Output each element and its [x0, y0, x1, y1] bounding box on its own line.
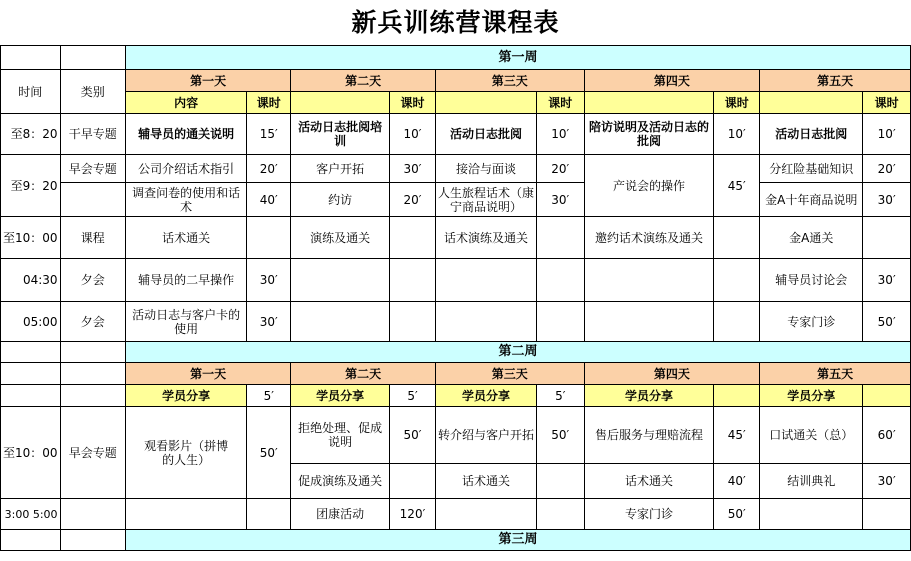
duration-header: 课时: [714, 92, 760, 114]
table-row: 05:00 夕会 活动日志与客户卡的使用 30′ 专家门诊 50′: [1, 302, 911, 342]
w2-day5: 第五天: [760, 363, 911, 385]
w1-day4: 第四天: [584, 70, 760, 92]
duration-header: 课时: [247, 92, 291, 114]
table-row: 至9：20 早会专题 公司介绍话术指引 20′ 客户开拓 30′ 接洽与面谈 20′ 产说会的操作 45′ 分红险基础知识 20′: [1, 155, 911, 183]
duration-header: 课时: [863, 92, 911, 114]
w1-day2: 第二天: [291, 70, 436, 92]
table-row: 04:30 夕会 辅导员的二早操作 30′ 辅导员讨论会 30′: [1, 259, 911, 302]
week1-label: 第一周: [125, 46, 910, 70]
table-row: 3:00 5:00 团康活动 120′ 专家门诊 50′: [1, 499, 911, 530]
w1-day5: 第五天: [760, 70, 911, 92]
duration-header: 课时: [390, 92, 436, 114]
w2-day3: 第三天: [435, 363, 584, 385]
duration-header: 课时: [537, 92, 585, 114]
content-header: 内容: [125, 92, 246, 114]
w1-day3: 第三天: [435, 70, 584, 92]
page-title: 新兵训练营课程表: [351, 8, 560, 37]
table-row: 至10：00 课程 话术通关 演练及通关 话术演练及通关 邀约话术演练及通关 金A通关: [1, 217, 911, 259]
week3-label: 第三周: [125, 530, 910, 551]
w2-day1: 第一天: [125, 363, 290, 385]
time-header: 时间: [1, 70, 61, 114]
week2-label: 第二周: [125, 342, 910, 363]
table-row: 至10：00 早会专题 观看影片（拼博的人生） 50′ 拒绝处理、促成说明 50′ 转介绍与客户开拓 50′ 售后服务与理赔流程 45′ 口试通关（总） 60′: [1, 407, 911, 464]
schedule-table: 第一周 时间 类别 第一天 第二天 第三天 第四天 第五天 内容 课时 课时 课时 课时 课时 至8：20 干早专题 辅导员的通关说明 15′ 活动日志批阅培训 10′ 活动日志批阅 10′ 陪访说明及活动日志的批阅 10′ 活动日志批阅 10′ 至9：20 早会专题 公司介绍话术指引 20′ 客户开拓 30′ 接洽与面谈 20′ 产说会的操作 45′ 分红险基础知识 20′ 调查问卷的使用和话术 40′ 约访 20′ 人生旅程话术（康宁商品说明） 30′ 金A十年商品说明 30′ 至10：00 课程 话术通关 演练及通关 话术演练及通关 邀约话术演练及通关 金A通关 04:30 夕会 辅导员的二早操作 30′ 辅导员讨论会 30′ 05:00 夕会 活动日志与客户卡的使用 30′ 专家门诊 50′ 第二周 第一天 第二天 第三天 第四天 第五天 学员分享 5′ 学员分享 5′ 学员分享 5′ 学员分享 学员分享 至10：00 早会专题 观看影片（拼博的人生） 50′ 拒绝处理、促成说明 50′ 转介绍与客户开拓 50′ 售后服务与理赔流程 45′ 口试通关（总） 60′ 促成演练及通关 话术通关 话术通关 40′ 结训典礼 30′ 3:00 5:00 团康活动 120′ 专家门诊 50′ 第三周: [0, 45, 911, 551]
table-row: 促成演练及通关 话术通关 话术通关 40′ 结训典礼 30′: [1, 464, 911, 499]
w2-day2: 第二天: [291, 363, 436, 385]
w2-day4: 第四天: [584, 363, 760, 385]
table-row: 调查问卷的使用和话术 40′ 约访 20′ 人生旅程话术（康宁商品说明） 30′ 金A十年商品说明 30′: [1, 183, 911, 217]
category-header: 类别: [60, 70, 125, 114]
w1-day1: 第一天: [125, 70, 290, 92]
table-row: 至8：20 干早专题 辅导员的通关说明 15′ 活动日志批阅培训 10′ 活动日志批阅 10′ 陪访说明及活动日志的批阅 10′ 活动日志批阅 10′: [1, 114, 911, 155]
